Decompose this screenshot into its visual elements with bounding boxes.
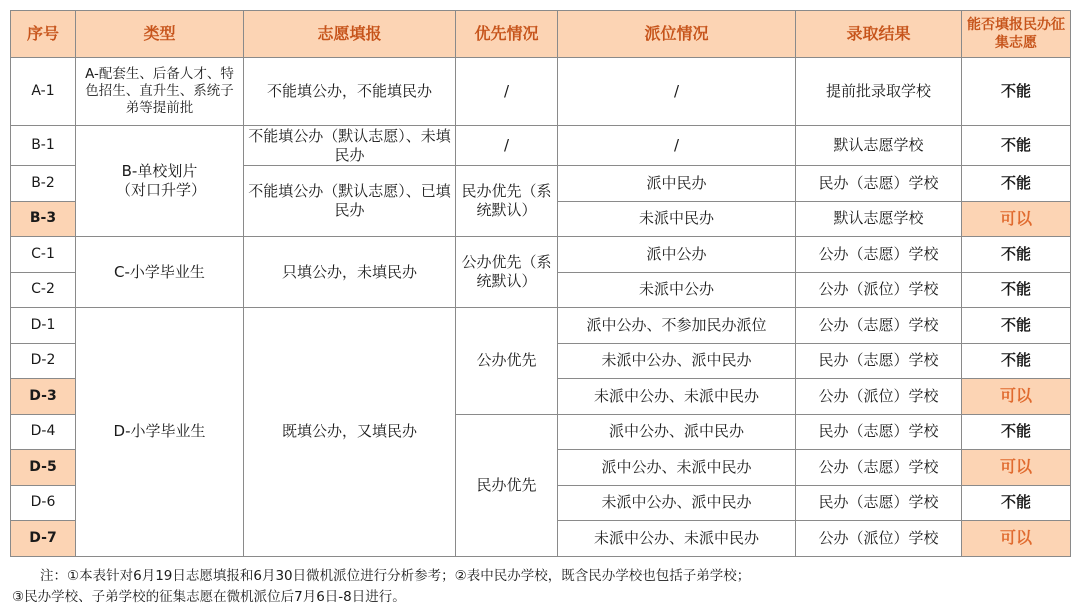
row-id: B-3 <box>11 201 76 237</box>
header-result: 录取结果 <box>796 11 962 58</box>
row-type: B-单校划片（对口升学） <box>76 126 244 237</box>
row-result: 公办（派位）学校 <box>796 379 962 415</box>
row-can-apply: 不能 <box>962 237 1071 273</box>
row-allocation: / <box>558 58 796 126</box>
row-allocation: 未派中公办 <box>558 272 796 308</box>
row-result: 公办（派位）学校 <box>796 521 962 557</box>
row-result: 默认志愿学校 <box>796 201 962 237</box>
row-can-apply: 不能 <box>962 308 1071 344</box>
table-row <box>11 58 1071 126</box>
row-type: D-小学毕业生 <box>76 308 244 557</box>
row-id: D-3 <box>11 379 76 415</box>
row-fill: 不能填公办（默认志愿）、已填民办 <box>244 166 456 237</box>
row-allocation: 未派中公办、未派中民办 <box>558 379 796 415</box>
row-priority: 民办优先（系统默认） <box>456 166 558 237</box>
table-row <box>11 126 1071 166</box>
row-result: 民办（志愿）学校 <box>796 343 962 379</box>
row-allocation: / <box>558 126 796 166</box>
row-fill: 只填公办，未填民办 <box>244 237 456 308</box>
row-priority: / <box>456 58 558 126</box>
row-result: 公办（志愿）学校 <box>796 450 962 486</box>
row-can-apply: 不能 <box>962 343 1071 379</box>
row-id: B-1 <box>11 126 76 166</box>
row-id: C-1 <box>11 237 76 273</box>
footnote <box>12 566 1070 608</box>
row-allocation: 派中公办 <box>558 237 796 273</box>
row-allocation: 派中公办、未派中民办 <box>558 450 796 486</box>
row-fill: 不能填公办，不能填民办 <box>244 58 456 126</box>
row-type: C-小学毕业生 <box>76 237 244 308</box>
footnote-line-2: ③民办学校、子弟学校的征集志愿在微机派位后7月6日-8日进行。 <box>12 589 406 605</box>
row-can-apply: 不能 <box>962 126 1071 166</box>
header-type: 类型 <box>76 11 244 58</box>
row-can-apply: 可以 <box>962 450 1071 486</box>
row-allocation: 未派中公办、未派中民办 <box>558 521 796 557</box>
row-id: D-4 <box>11 414 76 450</box>
row-can-apply: 不能 <box>962 272 1071 308</box>
row-can-apply: 可以 <box>962 521 1071 557</box>
row-can-apply: 不能 <box>962 166 1071 202</box>
row-fill: 既填公办，又填民办 <box>244 308 456 557</box>
row-priority: / <box>456 126 558 166</box>
row-allocation: 派中公办、派中民办 <box>558 414 796 450</box>
row-fill: 不能填公办（默认志愿）、未填民办 <box>244 126 456 166</box>
row-id: C-2 <box>11 272 76 308</box>
row-result: 提前批录取学校 <box>796 58 962 126</box>
row-can-apply: 可以 <box>962 201 1071 237</box>
row-id: B-2 <box>11 166 76 202</box>
row-id: D-5 <box>11 450 76 486</box>
row-can-apply: 可以 <box>962 379 1071 415</box>
row-type: A-配套生、后备人才、特色招生、直升生、系统子弟等提前批 <box>76 58 244 126</box>
row-result: 公办（志愿）学校 <box>796 237 962 273</box>
row-allocation: 派中民办 <box>558 166 796 202</box>
row-allocation: 派中公办、不参加民办派位 <box>558 308 796 344</box>
row-result: 民办（志愿）学校 <box>796 414 962 450</box>
row-id: D-2 <box>11 343 76 379</box>
row-id: D-1 <box>11 308 76 344</box>
header-row <box>11 11 1071 58</box>
row-result: 民办（志愿）学校 <box>796 485 962 521</box>
row-can-apply: 不能 <box>962 485 1071 521</box>
row-result: 公办（派位）学校 <box>796 272 962 308</box>
row-id: D-6 <box>11 485 76 521</box>
row-allocation: 未派中民办 <box>558 201 796 237</box>
row-can-apply: 不能 <box>962 414 1071 450</box>
header-can-apply: 能否填报民办征集志愿 <box>962 11 1071 58</box>
table-row <box>11 237 1071 273</box>
row-can-apply: 不能 <box>962 58 1071 126</box>
row-result: 民办（志愿）学校 <box>796 166 962 202</box>
table-row <box>11 308 1071 344</box>
header-fill: 志愿填报 <box>244 11 456 58</box>
header-serial: 序号 <box>11 11 76 58</box>
row-id: D-7 <box>11 521 76 557</box>
row-id: A-1 <box>11 58 76 126</box>
row-result: 公办（志愿）学校 <box>796 308 962 344</box>
row-allocation: 未派中公办、派中民办 <box>558 343 796 379</box>
row-priority: 公办优先（系统默认） <box>456 237 558 308</box>
admission-analysis-table <box>10 10 1071 557</box>
row-result: 默认志愿学校 <box>796 126 962 166</box>
header-priority: 优先情况 <box>456 11 558 58</box>
footnote-line-1: 注：①本表针对6月19日志愿填报和6月30日微机派位进行分析参考；②表中民办学校，既含民办学校也包括子弟学校； <box>40 568 751 584</box>
row-allocation: 未派中公办、派中民办 <box>558 485 796 521</box>
header-allocation: 派位情况 <box>558 11 796 58</box>
admission-table-container <box>10 10 1070 557</box>
row-priority: 民办优先 <box>456 414 558 556</box>
row-priority: 公办优先 <box>456 308 558 415</box>
